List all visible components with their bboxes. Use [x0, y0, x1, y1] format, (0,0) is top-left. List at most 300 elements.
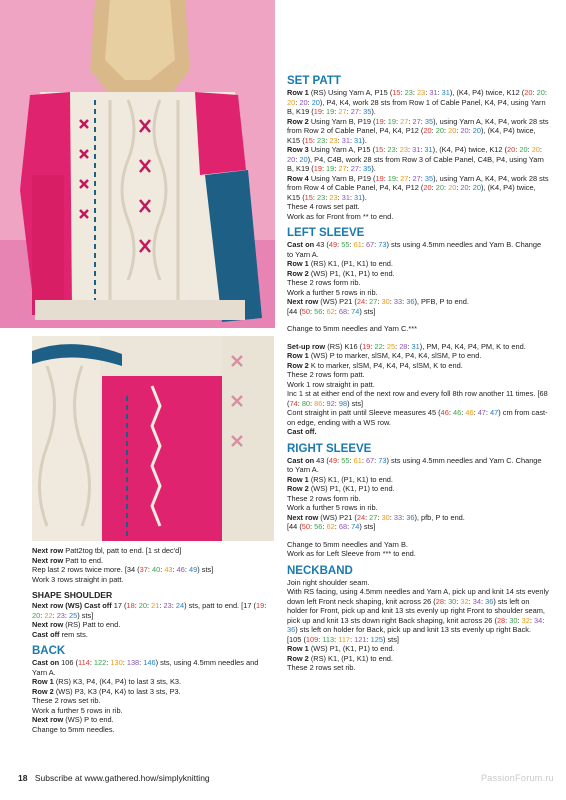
text-run: : — [264, 601, 267, 610]
size-value: 30 — [448, 596, 457, 606]
instruction-line — [287, 427, 549, 437]
text-run: : — [334, 164, 339, 173]
text-run: : — [295, 154, 300, 164]
text-run: (RS) Using Yarn A, P15 ( — [308, 88, 393, 97]
size-value: 15 — [304, 135, 313, 145]
right-text-column — [287, 69, 549, 673]
size-value: 68 — [338, 522, 348, 531]
text-run: K to marker, slSM, P4, K4, P4, slSM, K to end. — [308, 360, 463, 370]
size-value: 19 — [375, 173, 384, 183]
instruction-line — [32, 620, 272, 630]
text-run: : — [383, 116, 388, 126]
size-value: 23 — [399, 145, 408, 154]
text-run: ) sts] — [359, 522, 376, 531]
text-run: : — [160, 565, 165, 574]
text-run: : — [172, 565, 177, 574]
text-run: : — [539, 145, 542, 154]
text-run: : — [529, 615, 534, 625]
instruction-line — [287, 389, 549, 408]
text-run: Work a further 5 rows in rib. — [287, 287, 378, 297]
text-run: Row 2 — [287, 268, 309, 278]
instruction-line — [287, 644, 549, 654]
size-value: 20 — [507, 145, 516, 154]
size-value: 55 — [341, 240, 350, 249]
text-run: 43 ( — [314, 240, 329, 249]
text-run: Row 2 — [287, 360, 309, 370]
text-run: : — [134, 601, 139, 610]
text-run: : — [322, 522, 327, 531]
size-value: 20 — [536, 88, 545, 97]
text-run: : — [358, 164, 364, 173]
text-run: : — [544, 88, 547, 97]
text-run: ). — [371, 107, 376, 116]
photo-sweater-detail — [32, 336, 274, 541]
instruction-line — [32, 575, 272, 585]
text-run: : — [374, 240, 379, 249]
size-value: 20 — [524, 88, 533, 97]
size-value: 49 — [328, 240, 338, 249]
size-value: 36 — [406, 297, 415, 306]
watermark: PassionForum.ru — [480, 773, 554, 783]
text-run: (RS) K1, (P1, K1) to end. — [308, 653, 393, 663]
size-value: 35 — [424, 173, 434, 183]
size-value: 31 — [341, 192, 350, 202]
size-value: 32 — [521, 615, 530, 625]
text-run: : — [106, 658, 111, 667]
size-value: 56 — [314, 306, 323, 316]
size-value: 20 — [435, 183, 444, 192]
size-value: 23 — [163, 601, 172, 610]
size-value: 20 — [287, 97, 296, 107]
size-value: 138 — [126, 658, 140, 667]
text-run: (WS) P to end. — [63, 715, 114, 724]
text-run: : — [443, 183, 449, 192]
text-run: Row 1 — [287, 644, 309, 653]
text-run: ). — [362, 192, 367, 202]
text-run: : — [527, 145, 532, 154]
text-run: : — [468, 126, 473, 135]
size-value: 28 — [496, 615, 506, 625]
text-run: : — [532, 88, 537, 97]
size-value: 35 — [363, 107, 372, 116]
text-run: : — [346, 107, 351, 116]
size-value: 23 — [317, 192, 326, 202]
text-run: : — [456, 183, 461, 192]
size-value: 20 — [531, 145, 540, 154]
text-run: : — [139, 658, 144, 667]
text-run: ), using Yarn A, K4, P4, work 28 sts from Row 2 of Cable Panel, P4, K4, P12 ( — [287, 116, 549, 135]
spacer — [287, 334, 549, 342]
text-run: ), (K4, P4) twice, K15 ( — [287, 126, 536, 145]
text-run: (RS) K16 ( — [325, 341, 363, 351]
text-run: Cast on — [287, 240, 315, 249]
text-run: : — [505, 615, 510, 625]
text-run: ) sts] — [359, 306, 376, 316]
instruction-line — [32, 601, 272, 620]
size-value: 21 — [151, 601, 160, 610]
instruction-line — [287, 408, 549, 427]
text-run: : — [334, 306, 339, 316]
size-value: 68 — [338, 306, 348, 316]
spacer — [287, 316, 549, 324]
text-run: : — [370, 341, 375, 351]
size-value: 74 — [351, 306, 360, 316]
text-run: Inc 1 st at either end of the next row and every foll 8th row another 11 times. [68 ( — [287, 389, 548, 408]
size-value: 23 — [387, 145, 396, 154]
text-run: : — [184, 565, 189, 574]
text-run: : — [147, 565, 152, 574]
text-run: Using Yarn A, P15 ( — [308, 145, 376, 154]
size-value: 19 — [387, 173, 397, 183]
size-value: 20 — [287, 154, 296, 164]
instruction-line — [287, 278, 549, 288]
text-run: : — [312, 135, 318, 145]
size-value: 34 — [533, 615, 543, 625]
size-value: 20 — [460, 183, 469, 192]
text-run: rem sts. — [59, 629, 88, 639]
text-run: ) sts] — [197, 565, 214, 574]
text-run: 17 ( — [111, 601, 127, 610]
text-run: ), pfb, P to end. — [414, 512, 465, 522]
instruction-line — [32, 687, 272, 697]
text-run: : — [461, 408, 466, 417]
text-run: : — [408, 116, 413, 126]
text-run: ), (K4, P4) twice, K12 ( — [449, 88, 525, 97]
instruction-line — [287, 484, 549, 494]
size-value: 46 — [453, 408, 462, 417]
text-run: ), (K4, P4) twice, K12 ( — [432, 145, 507, 154]
text-run: : — [515, 145, 520, 154]
instruction-line — [32, 565, 272, 575]
text-run: : — [396, 173, 401, 183]
instruction-line — [287, 117, 549, 146]
size-value: 18 — [126, 601, 135, 610]
text-run: (WS) P1, (K1, P1) to end. — [308, 268, 395, 278]
text-run: ) sts using 4.5mm needles and Yarn C. Change to Yarn A. — [287, 455, 542, 474]
text-run: Next row — [287, 297, 319, 306]
text-run: : — [374, 455, 379, 465]
text-run: Cast off. — [287, 427, 317, 436]
instruction-line — [287, 522, 549, 532]
text-run: : — [337, 192, 342, 202]
instruction-line — [32, 630, 272, 640]
size-value: 114 — [78, 658, 90, 667]
size-value: 27 — [369, 297, 378, 306]
size-value: 121 — [354, 634, 367, 644]
size-value: 80 — [301, 398, 311, 408]
text-run: ). — [371, 164, 376, 173]
size-value: 23 — [317, 135, 326, 145]
size-value: 27 — [338, 107, 347, 116]
text-run: ), (K4, P4) twice, K15 ( — [287, 183, 536, 202]
text-run: : — [171, 601, 176, 610]
size-value: 61 — [353, 240, 362, 249]
text-run: ) sts using 4.5mm needles and Yarn B. Change to Yarn A. — [287, 240, 542, 259]
text-run: Rep last 2 rows twice more. [34 ( — [32, 565, 140, 574]
text-run: Next row (WS) Cast off — [32, 601, 112, 610]
size-value: 20 — [32, 610, 41, 620]
text-run: : — [468, 183, 473, 192]
text-run: : — [307, 97, 312, 107]
text-run: [44 ( — [287, 306, 302, 316]
text-run: Row 2 — [287, 653, 309, 663]
size-value: 125 — [370, 634, 383, 644]
text-run: : — [295, 97, 300, 107]
text-run: : — [349, 192, 355, 202]
instruction-line — [32, 706, 272, 716]
section-heading: RIGHT SLEEVE — [287, 442, 372, 455]
text-run: Row 1 — [32, 677, 54, 686]
size-value: 20 — [423, 126, 432, 135]
text-run: 106 ( — [59, 658, 79, 667]
text-run: With RS facing, using 4.5mm needles and Yarn A, pick up and knit 14 sts evenly down left Front neck shaping, knit across 26 ( — [287, 587, 549, 606]
text-run: : — [318, 634, 323, 644]
text-run: Row 1 — [287, 259, 309, 268]
size-value: 27 — [369, 512, 378, 522]
size-value: 33 — [393, 512, 403, 522]
size-value: 31 — [354, 135, 363, 145]
size-value: 15 — [375, 145, 384, 154]
text-run: These 2 rows set rib. — [287, 663, 356, 672]
text-run: Work as for Front from ** to end. — [287, 211, 394, 221]
size-value: 25 — [386, 341, 396, 351]
instruction-line — [287, 380, 549, 390]
section-heading: BACK — [32, 645, 66, 657]
text-run: Row 1 — [287, 474, 309, 484]
size-value: 35 — [363, 164, 372, 173]
text-run: : — [365, 512, 370, 522]
text-run: : — [389, 297, 394, 306]
size-value: 20 — [299, 154, 308, 164]
text-run: Next row — [32, 715, 64, 724]
text-run: : — [420, 145, 425, 154]
text-run: : — [468, 596, 473, 606]
text-run: ) sts] — [382, 634, 399, 644]
instruction-line — [287, 513, 549, 523]
text-run: (RS) K3, P4, (K4, P4) to last 3 sts, K3. — [53, 677, 182, 686]
size-value: 55 — [341, 455, 350, 465]
text-run: : — [334, 398, 339, 408]
text-run: Change to 5mm needles and Yarn B. — [287, 539, 408, 549]
size-value: 24 — [356, 512, 366, 522]
instruction-line — [287, 288, 549, 298]
text-run: : — [443, 126, 449, 135]
text-run: : — [322, 398, 327, 408]
text-run: : — [431, 126, 436, 135]
text-run: Row 2 — [32, 686, 54, 696]
size-value: 23 — [56, 610, 65, 620]
text-run: : — [395, 145, 400, 154]
text-run: [44 ( — [287, 522, 302, 531]
text-run: Cast on — [287, 455, 315, 465]
instruction-line — [32, 696, 272, 706]
subscribe-link[interactable]: Subscribe at www.gathered.how/simplyknitting — [34, 773, 210, 783]
size-value: 36 — [287, 625, 296, 634]
text-run: : — [325, 192, 330, 202]
size-value: 43 — [164, 565, 173, 574]
text-run: : — [431, 183, 436, 192]
size-value: 73 — [378, 455, 387, 465]
instruction-line — [287, 361, 549, 371]
size-value: 27 — [400, 173, 409, 183]
text-run: ) sts left on holder for Back, pick up and knit 13 sts evenly up right Back. — [295, 625, 532, 634]
text-run: : — [456, 126, 461, 135]
instruction-line — [32, 715, 272, 725]
text-run: ), P4, C4B, work 28 sts from Row 3 of Cable Panel, C4B, P4, using Yarn B, K19 ( — [287, 154, 544, 173]
size-value: 62 — [326, 522, 335, 531]
text-run: : — [456, 596, 461, 606]
text-run: Cast on — [32, 658, 60, 667]
text-run: : — [147, 601, 152, 610]
text-run: Next row — [32, 555, 64, 565]
size-value: 46 — [465, 408, 474, 417]
size-value: 20 — [460, 126, 469, 135]
text-run: Next row — [287, 512, 319, 522]
size-value: 19 — [326, 107, 335, 116]
size-value: 30 — [381, 297, 390, 306]
text-run: : — [412, 88, 417, 97]
section-heading: SHAPE SHOULDER — [32, 590, 113, 600]
instruction-line — [32, 658, 272, 677]
size-value: 49 — [328, 455, 338, 465]
text-run: ), P4, K4, work 28 sts from Row 1 of Cable Panel, K4, P4, using Yarn B, K19 ( — [287, 97, 546, 116]
text-run: : — [349, 455, 354, 465]
text-run: : — [297, 398, 302, 408]
instruction-line — [287, 654, 549, 664]
text-run: : — [310, 522, 315, 531]
instruction-line — [287, 540, 549, 550]
size-value: 20 — [299, 97, 308, 107]
text-run: : — [89, 658, 94, 667]
page-footer — [18, 773, 210, 783]
text-run: : — [377, 297, 382, 306]
text-run: : — [389, 512, 394, 522]
size-value: 27 — [350, 164, 359, 173]
text-run: Row 2 — [287, 116, 309, 126]
size-value: 23 — [416, 88, 426, 97]
text-run: Row 3 — [287, 145, 309, 154]
text-run: : — [437, 88, 442, 97]
text-run: Row 4 — [287, 173, 309, 183]
size-value: 46 — [176, 565, 185, 574]
size-value: 24 — [175, 601, 185, 610]
instruction-line — [287, 370, 549, 380]
text-run: : — [443, 596, 449, 606]
text-run: Work a further 5 rows in rib. — [287, 503, 378, 512]
instruction-line — [287, 351, 549, 361]
text-run: : — [334, 634, 339, 644]
size-value: 20 — [519, 145, 528, 154]
text-run: : — [485, 408, 491, 417]
text-run: : — [334, 522, 339, 531]
text-run: : — [420, 116, 425, 126]
text-run: : — [420, 173, 425, 183]
size-value: 47 — [477, 408, 486, 417]
size-value: 30 — [509, 615, 518, 625]
instruction-line — [32, 725, 272, 735]
text-run: : — [377, 512, 382, 522]
size-value: 31 — [341, 135, 350, 145]
text-run: These 2 rows form rib. — [287, 278, 361, 287]
instruction-line — [287, 174, 549, 203]
text-run: : — [542, 615, 545, 625]
size-value: 27 — [350, 107, 359, 116]
text-run: : — [365, 297, 370, 306]
text-run: : — [383, 145, 388, 154]
text-run: (WS) P21 ( — [318, 512, 357, 522]
size-value: 146 — [143, 658, 156, 667]
text-run: ) sts, patt to end. [17 ( — [184, 601, 256, 610]
size-value: 22 — [44, 610, 53, 620]
text-run: Work a further 5 rows in rib. — [32, 705, 123, 715]
text-run: Using Yarn B, P19 ( — [308, 173, 376, 183]
text-run: : — [321, 164, 327, 173]
text-run: : — [407, 341, 412, 351]
text-run: Change to 5mm needles. — [32, 724, 115, 734]
text-run: : — [346, 164, 351, 173]
text-run: ), using Yarn A, K4, P4, work 28 sts from Row 4 of Cable Panel, P4, K4, P12 ( — [287, 173, 549, 192]
size-value: 20 — [138, 601, 148, 610]
photo-sweater-back — [0, 0, 275, 328]
text-run: : — [383, 173, 388, 183]
text-run: (WS) P1, (K1, P1) to end. — [308, 644, 395, 653]
text-run: : — [337, 455, 342, 465]
instruction-line — [287, 475, 549, 485]
text-run: : — [52, 610, 57, 620]
size-value: 19 — [313, 164, 322, 173]
size-value: 19 — [326, 164, 335, 173]
text-run: : — [480, 596, 486, 606]
text-run: : — [347, 306, 352, 316]
instruction-line — [287, 456, 549, 475]
instruction-line — [287, 269, 549, 279]
text-run: : — [382, 341, 387, 351]
size-value: 32 — [460, 596, 469, 606]
text-run: (WS) P to marker, slSM, K4, P4, K4, slSM, P to end. — [308, 351, 482, 360]
text-run: (WS) P1, (K1, P1) to end. — [308, 484, 395, 493]
instruction-line — [32, 556, 272, 566]
instruction-line — [287, 663, 549, 673]
text-run: : — [337, 135, 342, 145]
instruction-line — [287, 297, 549, 307]
text-run: : — [358, 107, 364, 116]
instruction-line — [287, 635, 549, 645]
size-value: 122 — [93, 658, 107, 667]
text-run: : — [396, 116, 401, 126]
instruction-line — [287, 549, 549, 559]
size-value: 20 — [435, 126, 444, 135]
size-value: 113 — [322, 634, 335, 644]
text-run: Row 2 — [287, 484, 309, 493]
size-value: 40 — [151, 565, 161, 574]
size-value: 15 — [392, 88, 401, 97]
instruction-line — [287, 145, 549, 174]
text-run: : — [349, 240, 354, 249]
text-run: : — [517, 615, 522, 625]
text-run: Row 1 — [287, 351, 309, 360]
size-value: 50 — [301, 522, 311, 531]
text-run: [105 ( — [287, 634, 306, 644]
size-value: 15 — [304, 192, 313, 202]
text-run: Work 3 rows straight in patt. — [32, 574, 124, 584]
text-run: : — [425, 88, 430, 97]
size-value: 24 — [356, 297, 366, 306]
text-run: : — [310, 306, 315, 316]
text-run: : — [395, 341, 400, 351]
size-value: 74 — [351, 522, 360, 531]
text-run: : — [350, 634, 355, 644]
text-run: : — [349, 135, 355, 145]
